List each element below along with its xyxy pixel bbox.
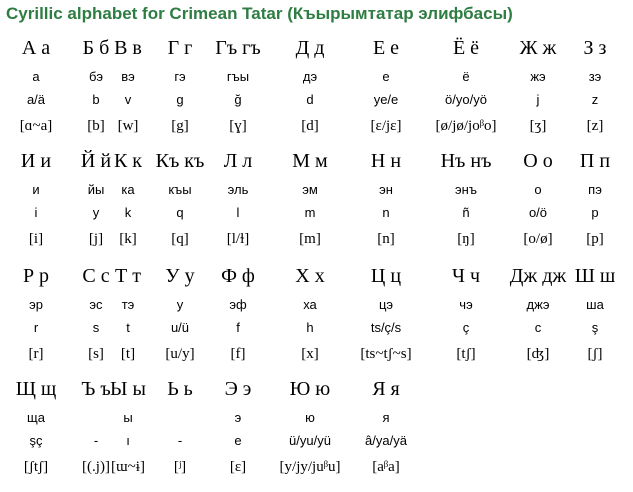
ipa-pronunciation: [s]: [88, 346, 104, 362]
latin-transliteration: m: [304, 205, 316, 220]
ipa-pronunciation: [ɣ]: [229, 118, 247, 134]
letter-glyph: С с: [82, 265, 110, 287]
ipa-pronunciation: [g]: [171, 118, 189, 134]
letter-glyph: Г г: [167, 37, 193, 59]
ipa-pronunciation: [y/jy/juᵝu]: [279, 459, 341, 475]
letter-name: ша: [586, 297, 604, 312]
letter-name: е: [382, 69, 390, 84]
latin-transliteration: ye/e: [373, 92, 399, 107]
letter-glyph: В в: [114, 37, 142, 59]
letter-name: э: [234, 410, 242, 425]
ipa-pronunciation: [b]: [87, 118, 105, 134]
letter-name: ха: [303, 297, 317, 312]
letter-name: ё: [462, 69, 470, 84]
letter-name: пэ: [588, 182, 602, 197]
latin-transliteration: ñ: [462, 205, 470, 220]
ipa-pronunciation: [n]: [377, 231, 395, 247]
ipa-pronunciation: [o/ø]: [523, 231, 553, 247]
ipa-pronunciation: [ʒ]: [529, 118, 547, 134]
ipa-pronunciation: [k]: [119, 231, 137, 247]
letter-glyph: Ч ч: [451, 265, 481, 287]
ipa-pronunciation: [z]: [586, 118, 604, 134]
ipa-pronunciation: [i]: [28, 231, 44, 247]
letter-name: жэ: [530, 69, 546, 84]
ipa-pronunciation: [q]: [171, 231, 189, 247]
latin-transliteration: d: [306, 92, 314, 107]
latin-transliteration: p: [591, 205, 599, 220]
ipa-pronunciation: [m]: [299, 231, 321, 247]
latin-transliteration: şç: [29, 433, 43, 448]
latin-transliteration: ü/yu/yü: [289, 433, 331, 448]
letter-name: зэ: [588, 69, 602, 84]
letter-name: ща: [27, 410, 45, 425]
latin-transliteration: g: [176, 92, 184, 107]
letter-name: у: [176, 297, 184, 312]
letter-cell: [550, 37, 633, 141]
latin-transliteration: v: [124, 92, 132, 107]
letter-glyph: К к: [113, 150, 143, 172]
ipa-pronunciation: [ɛ/jɛ]: [370, 118, 402, 134]
letter-name: и: [32, 182, 40, 197]
ipa-pronunciation: [w]: [117, 118, 139, 134]
letter-name: я: [382, 410, 390, 425]
ipa-pronunciation: [aᵝa]: [372, 459, 400, 475]
letter-cell: [341, 378, 431, 482]
latin-transliteration: q: [176, 205, 184, 220]
ipa-pronunciation: [ʃ]: [587, 346, 603, 362]
ipa-pronunciation: [ø/jø/joᵝo]: [435, 118, 497, 134]
letter-glyph: Ё ё: [452, 37, 480, 59]
ipa-pronunciation: [ts~tʃ~s]: [360, 346, 412, 362]
ipa-pronunciation: [l/ɫ]: [226, 231, 250, 247]
letter-name: чэ: [459, 297, 473, 312]
ipa-pronunciation: [tʃ]: [456, 346, 476, 362]
latin-transliteration: n: [382, 205, 390, 220]
letter-name: джэ: [526, 297, 550, 312]
latin-transliteration: r: [33, 320, 39, 335]
letter-name: гъы: [226, 69, 250, 84]
letter-name: о: [534, 182, 542, 197]
letter-name: къы: [168, 182, 192, 197]
letter-glyph: Д д: [295, 37, 325, 59]
letter-glyph: Ж ж: [519, 37, 557, 59]
letter-glyph: Х х: [295, 265, 325, 287]
letter-glyph: З з: [583, 37, 607, 59]
letter-name: дэ: [302, 69, 318, 84]
letter-cell: [341, 37, 431, 141]
latin-transliteration: ş: [591, 320, 599, 335]
ipa-pronunciation: [ɯ~ɨ]: [111, 459, 145, 475]
latin-transliteration: ğ: [234, 92, 242, 107]
letter-name: эф: [229, 297, 247, 312]
letter-name: эм: [302, 182, 318, 197]
ipa-pronunciation: [u/y]: [165, 346, 195, 362]
letter-glyph: Нъ нъ: [440, 150, 492, 172]
latin-transliteration: o/ö: [528, 205, 548, 220]
letter-glyph: П п: [579, 150, 611, 172]
letter-name: эс: [89, 297, 103, 312]
latin-transliteration: j: [536, 92, 540, 107]
latin-transliteration: l: [236, 205, 240, 220]
letter-glyph: Н н: [370, 150, 402, 172]
latin-transliteration: s: [92, 320, 100, 335]
latin-transliteration: e: [234, 433, 242, 448]
letter-cell: [550, 150, 633, 254]
letter-glyph: Ы ы: [110, 378, 146, 400]
latin-transliteration: ç: [462, 320, 470, 335]
ipa-pronunciation: [ʤ]: [526, 346, 550, 362]
letter-cell: [341, 265, 431, 369]
letter-glyph: Ъ ъ: [81, 378, 111, 400]
latin-transliteration: y: [92, 205, 100, 220]
ipa-pronunciation: [ʲ]: [173, 459, 187, 475]
letter-glyph: Е е: [372, 37, 400, 59]
ipa-pronunciation: [ŋ]: [457, 231, 475, 247]
letter-name: ы: [123, 410, 133, 425]
letter-name: бэ: [89, 69, 103, 84]
letter-glyph: Дж дж: [509, 265, 567, 287]
latin-transliteration: i: [34, 205, 38, 220]
ipa-pronunciation: [d]: [301, 118, 319, 134]
latin-transliteration: h: [306, 320, 314, 335]
letter-glyph: М м: [292, 150, 328, 172]
letter-glyph: Ь ь: [167, 378, 193, 400]
letter-name: вэ: [121, 69, 135, 84]
latin-transliteration: z: [591, 92, 599, 107]
ipa-pronunciation: [t]: [120, 346, 136, 362]
letter-glyph: Къ къ: [155, 150, 205, 172]
letter-glyph: Я я: [372, 378, 400, 400]
latin-transliteration: c: [534, 320, 542, 335]
letter-glyph: Ю ю: [289, 378, 331, 400]
ipa-pronunciation: [ɛ]: [229, 459, 247, 475]
latin-transliteration: â/ya/yä: [365, 433, 407, 448]
latin-transliteration: ö/yo/yö: [445, 92, 487, 107]
latin-transliteration: ı: [126, 433, 130, 448]
ipa-pronunciation: [j]: [88, 231, 104, 247]
letter-glyph: О о: [523, 150, 553, 172]
letter-glyph: Э э: [224, 378, 252, 400]
latin-transliteration: f: [236, 320, 240, 335]
letter-name: эн: [379, 182, 393, 197]
page-title: Cyrillic alphabet for Crimean Tatar (Къырымтатар элифбасы): [6, 4, 513, 23]
letter-name: цэ: [378, 297, 394, 312]
ipa-pronunciation: [(.j)]: [82, 459, 110, 475]
ipa-pronunciation: [r]: [28, 346, 44, 362]
latin-transliteration: -: [177, 433, 183, 448]
letter-glyph: Гъ гъ: [215, 37, 261, 59]
latin-transliteration: u/ü: [170, 320, 190, 335]
letter-glyph: Ф ф: [221, 265, 255, 287]
ipa-pronunciation: [p]: [586, 231, 604, 247]
letter-glyph: Й й: [80, 150, 112, 172]
ipa-pronunciation: [f]: [230, 346, 246, 362]
letter-name: а: [32, 69, 40, 84]
letter-glyph: И и: [20, 150, 52, 172]
letter-cell: [550, 265, 633, 369]
letter-cell: [341, 150, 431, 254]
letter-name: йы: [87, 182, 105, 197]
latin-transliteration: ts/ç/s: [370, 320, 402, 335]
letter-glyph: Б б: [82, 37, 110, 59]
ipa-pronunciation: [ʃtʃ]: [23, 459, 49, 475]
latin-transliteration: t: [126, 320, 130, 335]
letter-name: ю: [305, 410, 315, 425]
letter-glyph: Р р: [22, 265, 50, 287]
letter-glyph: А а: [21, 37, 51, 59]
latin-transliteration: b: [92, 92, 100, 107]
letter-name: ка: [121, 182, 135, 197]
ipa-pronunciation: [ɑ~a]: [19, 118, 53, 134]
latin-transliteration: k: [124, 205, 132, 220]
letter-name: эль: [227, 182, 249, 197]
letter-name: тэ: [121, 297, 135, 312]
letter-glyph: У у: [165, 265, 195, 287]
letter-glyph: Ц ц: [370, 265, 402, 287]
letter-glyph: Ш ш: [574, 265, 616, 287]
latin-transliteration: -: [93, 433, 99, 448]
letter-glyph: Т т: [115, 265, 141, 287]
letter-name: гэ: [174, 69, 186, 84]
letter-glyph: Л л: [223, 150, 253, 172]
latin-transliteration: a/ä: [26, 92, 46, 107]
ipa-pronunciation: [x]: [301, 346, 319, 362]
letter-glyph: Щ щ: [15, 378, 57, 400]
letter-name: энъ: [455, 182, 477, 197]
letter-name: эр: [29, 297, 43, 312]
